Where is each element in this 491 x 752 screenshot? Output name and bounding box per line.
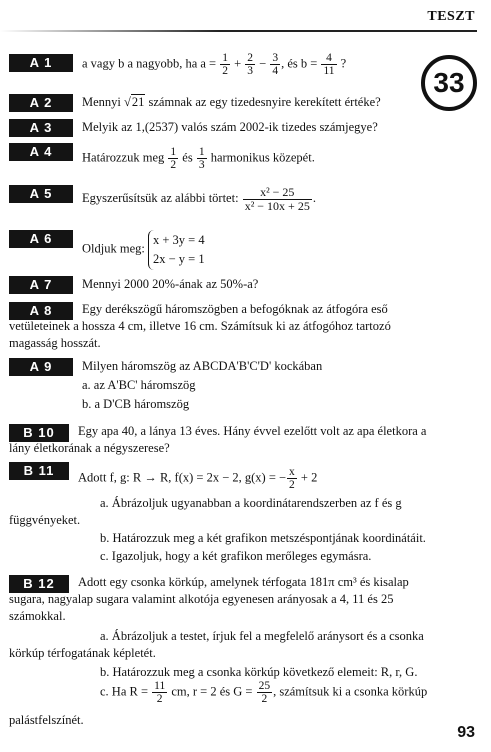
problem-b12-line3: számokkal. (9, 609, 66, 623)
problem-b12-b: b. Határozzuk meg a csonka körkúp következő elemeit: R, r, G. (100, 665, 418, 679)
problem-b12-line2: sugara, nagyalap sugara valamint alkotója egyenesen arányosak a 4, 11 és 25 (9, 592, 394, 606)
problem-b12-a2: körkúp térfogatának képletét. (9, 646, 156, 660)
problem-b11-text: Adott f, g: R → R, f(x) = 2x − 2, g(x) = − $\frac{x}{2}$ + 2 (78, 466, 318, 492)
test-number-badge: 33 (421, 55, 477, 111)
problem-label-a2: A 2 (9, 94, 75, 112)
problem-a9-text: Milyen háromszög az ABCDA'B'C'D' kockában (82, 359, 323, 373)
problem-label-a3: A 3 (9, 119, 75, 137)
problem-a8-line3: magasság hosszát. (9, 336, 101, 350)
problem-a2-text: Mennyi √21 számnak az egy tizedesnyire kerekített értéke? (82, 95, 381, 109)
problem-label-b12: B 12 (9, 575, 71, 593)
problem-b11-c: c. Igazoljuk, hogy a két grafikon merőleges egymásra. (100, 549, 372, 563)
problem-label-b10: B 10 (9, 424, 71, 442)
problem-b12-c: c. Ha R = $\frac{11}{2}$ cm, r = 2 és G = $\frac{25}{2}$ , számítsuk ki a csonka körkúp (100, 680, 428, 706)
problem-label-a7: A 7 (9, 276, 75, 294)
problem-b12-c2: palástfelszínét. (9, 713, 84, 727)
problem-a9-b: b. a D'CB háromszög (82, 397, 190, 411)
problem-a6-text: Oldjuk meg: x + 3y = 4 2x − y = 1 (82, 230, 477, 270)
problem-a3-text: Melyik az 1,(2537) valós szám 2002-ik tizedes számjegye? (82, 120, 378, 134)
problem-a9-a: a. az A'BC' háromszög (82, 378, 196, 392)
problem-a4-text: Határozzuk meg $\frac{1}{2}$ és $\frac{1}{3}$ harmonikus közepét. (82, 146, 315, 172)
problem-b10-line1: Egy apa 40, a lánya 13 éves. Hány évvel ezelőtt volt az apa életkora a (78, 424, 427, 438)
problem-label-a6: A 6 (9, 230, 75, 248)
problem-b12-line1: Adott egy csonka körkúp, amelynek térfogata 181π cm³ és kisalap (78, 575, 409, 589)
problem-a5-text: Egyszerűsítsük az alábbi törtet: $\frac{\text{x² − 25}}{\text{x² − 10x + 25}}$ . (82, 185, 316, 213)
problem-label-b11: B 11 (9, 462, 71, 480)
problem-b12-a1: a. Ábrázoljuk a testet, írjuk fel a megfelelő aránysort és a csonka (100, 629, 424, 643)
problem-label-a4: A 4 (9, 143, 75, 161)
section-title: TESZT (427, 9, 475, 24)
problem-a1-text: a vagy b a nagyobb, ha a = $\frac{1}{2}$ + $\frac{2}{3}$ − $\frac{3}{4}$ , és b = $\frac{4}{11}$ ? (82, 52, 347, 78)
problem-b10-line2: lány életkorának a négyszerese? (9, 441, 170, 455)
problem-b11-a2: függvényeket. (9, 513, 81, 527)
problem-a8-line1: Egy derékszögű háromszögben a befogóknak az átfogóra eső (82, 302, 388, 316)
page-number: 93 (457, 724, 475, 742)
problem-label-a5: A 5 (9, 185, 75, 203)
problem-b11-b: b. Határozzuk meg a két grafikon metszéspontjának koordinátáit. (100, 531, 426, 545)
problem-label-a1: A 1 (9, 54, 75, 72)
problem-label-a8: A 8 (9, 302, 75, 320)
problem-a7-text: Mennyi 2000 20%-ának az 50%-a? (82, 277, 259, 291)
problem-b11-a1: a. Ábrázoljuk ugyanabban a koordinátarendszerben az f és g (100, 496, 402, 510)
problem-label-a9: A 9 (9, 358, 75, 376)
problem-a8-line2: vetületeinek a hossza 4 cm, illetve 16 cm. Számítsuk ki az átfogóhoz tartozó (9, 319, 391, 333)
